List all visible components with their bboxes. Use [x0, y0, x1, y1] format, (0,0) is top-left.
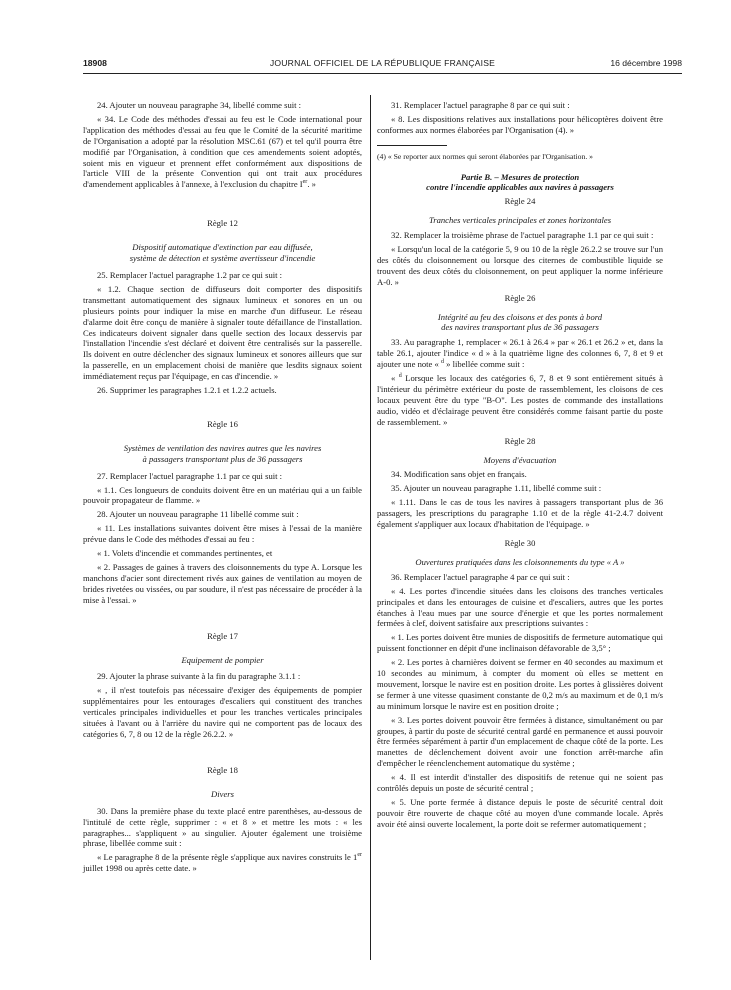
- paragraph-31: 31. Remplacer l'actuel paragraphe 8 par ce qui suit :: [391, 100, 570, 110]
- paragraph-11-item-1: « 1. Volets d'incendie et commandes pertinentes, et: [97, 548, 273, 559]
- rule-17-heading: Règle 17: [207, 630, 238, 641]
- paragraph-11-item-2: « 2. Passages de gaines à travers des cloisonnements du type A. Lorsque les manchons d'acier sont directement rivés aux gaines de ventilation au moyen de brides rivetées ou vissées, ou par soudure, il n'est pas nécessaire de procéder à la mise à l'essai. »: [83, 562, 362, 605]
- superscript: er: [302, 179, 308, 186]
- paragraph-11-text: « 11. Les installations suivantes doivent être mises à l'essai de la manière prévue dans le Code des méthodes d'essai au feu :: [83, 523, 362, 545]
- note-d-open: «: [391, 373, 399, 384]
- superscript: d: [398, 373, 402, 380]
- rule-16-heading: Règle 16: [207, 418, 238, 429]
- paragraph-32: 32. Remplacer la troisième phrase de l'actuel paragraphe 1.1 par ce qui suit :: [391, 230, 654, 241]
- rule-12-heading: Règle 12: [207, 218, 238, 229]
- superscript: d: [440, 359, 444, 366]
- rule-12-title-line2: système de détection et système avertisseur d'incendie: [129, 253, 316, 264]
- paragraph-1-11-text: « 1.11. Dans le cas de tous les navires à passagers transportant plus de 36 passagers, les prescriptions du paragraphe 1.10 et de la règle 41-2.4.7 doivent également s'appliquer aux locaux d'habitation de l'équipage. »: [377, 497, 663, 530]
- paragraph-4-text: « 4. Les portes d'incendie situées dans les cloisons des tranches verticales principales et dans les entourages de cuisine et d'escaliers, autres que les portes étanches à l'eau mues par une source d'énergie et que les portes normalement fermées à clef, doivent satisfaire aux prescriptions suivantes :: [377, 585, 663, 629]
- paragraph-25: 25. Remplacer l'actuel paragraphe 1.2 par ce qui suit :: [97, 269, 283, 280]
- rule-28-heading: Règle 28: [504, 435, 536, 446]
- paragraph-1-2-text: « 1.2. Chaque section de diffuseurs doit comporter des dispositifs transmettant automatiquement des signaux lumineux et sonores en un ou plusieurs points pour indiquer la mise en marche d'un diffuseur. Le réseau d'alarme doit être conçu de manière à signaler toute défaillance de l'installation. Ces indicateurs doivent signaler dans quelle section des locaux desservis par l'installation l'incendie s'est déclaré et doivent être centralisés sur la passerelle. Ils doivent en outre déclencher des signaux lumineux et sonores ailleurs que sur la passerelle, en un emplacement choisi de manière que lesdits signaux soient immédiatement reçus par l'équipage, en cas d'incendie. »: [83, 283, 362, 382]
- paragraph-4-item-1: « 1. Les portes doivent être munies de dispositifs de fermeture automatique qui puissent fonctionner en dépit d'une inclinaison défavorable de 3,5° ;: [377, 632, 663, 654]
- journal-title: JOURNAL OFFICIEL DE LA RÉPUBLIQUE FRANÇAISE: [269, 58, 496, 68]
- paragraph-30: 30. Dans la première phase du texte placé entre parenthèses, au-dessous de l'intitulé de cette règle, supprimer : « et 8 » et mettre les mots : « les paragraphes... s'appliquent » au singulier. Ajouter également une troisième phrase, libellée comme suit :: [83, 805, 362, 849]
- rule-26-title-line1: Intégrité au feu des cloisons et des ponts à bord: [437, 311, 603, 322]
- left-column: [83, 100, 362, 877]
- footnote-4: (4) « Se reporter aux normes qui seront élaborées par l'Organisation. »: [377, 151, 594, 161]
- paragraph-35: 35. Ajouter un nouveau paragraphe 1.11, libellé comme suit :: [391, 483, 602, 494]
- footnote-rule: [377, 145, 447, 146]
- paragraph-4-item-4: « 4. Il est interdit d'installer des dispositifs de retenue qui ne soient pas contrôlés depuis un poste de sécurité central ;: [377, 772, 663, 794]
- paragraph-8-helicopter-text: « 8. Les dispositions relatives aux installations pour hélicoptères doivent être conformes aux normes élaborées par l'Organisation (4). »: [377, 113, 663, 135]
- paragraph-4-item-5: « 5. Une porte fermée à distance depuis le poste de sécurité central doit pouvoir être rouverte de chaque côté au moyen d'une commande locale. Après avoir été ainsi ouverte localement, la porte doit se refermer automatiquement ;: [377, 797, 663, 829]
- paragraph-8-body: « Le paragraphe 8 de la présente règle s'applique aux navires construits le 1: [97, 852, 358, 863]
- paragraph-26: 26. Supprimer les paragraphes 1.2.1 et 1.2.2 actuels.: [97, 385, 277, 396]
- paragraph-3-1-1-text: « , il n'est toutefois pas nécessaire d'exiger des équipements de pompier supplémentaires pour les entourages d'escaliers qui constituent des tranches verticales principales individuelles et pour les tranches verticales principales situées à l'avant ou à l'arrière du navire qui ne comportent pas de locaux des catégories 6, 7, 8 ou 12 de la règle 26.2.2. »: [83, 685, 362, 739]
- paragraph-33-end: » libellée comme suit :: [443, 359, 525, 370]
- paragraph-34: 34. Modification sans objet en français.: [391, 469, 527, 480]
- paragraph-4-item-3: « 3. Les portes doivent pouvoir être fermées à distance, simultanément ou par groupes, à partir du poste de sécurité central gardé en permanence et aussi pouvoir être fermées séparément à partir d'un emplacement de chaque côté de la porte. Les manettes de déclenchement doivent avoir une fonction arrêt-marche afin d'empêcher le réenclenchement automatique du système ;: [377, 714, 663, 769]
- paragraph-34-end: . »: [307, 179, 316, 190]
- issue-date: 16 décembre 1998: [610, 58, 682, 68]
- part-b-title-line1: Partie B. – Mesures de protection: [460, 171, 580, 182]
- paragraph-1-1-text: « 1.1. Ces longueurs de conduits doivent être en un matériau qui a un faible pouvoir propagateur de flamme. »: [83, 484, 362, 506]
- rule-30-title: Ouvertures pratiquées dans les cloisonnements du type « A »: [415, 556, 625, 567]
- paragraph-33: [377, 337, 663, 370]
- paragraph-33-body: 33. Au paragraphe 1, remplacer « 26.1 à 26.4 » par « 26.1 et 26.2 » et, dans la table 26.1, ajouter l'indice « d » à la quatrième ligne des colonnes 6, 7, 8 et 9 et ajouter une note «: [377, 337, 663, 370]
- superscript: er: [357, 852, 362, 859]
- rule-18-title: Divers: [211, 788, 234, 799]
- header-rule: [83, 73, 682, 74]
- paragraph-4-item-2: « 2. Les portes à charnières doivent se fermer en 40 secondes au maximum et 10 secondes au minimum, à compter du moment où elles se mettent en mouvement, lorsque le navire est en position droite. Les portes à glissières doivent se fermer à une vitesse quasiment constante de 0,2 m/s au maximum et de 0,1 m/s au minimum lorsque le navire est en position droite ;: [377, 657, 663, 711]
- rule-16-title-line2: à passagers transportant plus de 36 passagers: [142, 453, 303, 464]
- column-divider: [370, 95, 371, 960]
- paragraph-24: 24. Ajouter un nouveau paragraphe 34, libellé comme suit :: [97, 100, 302, 110]
- paragraph-32-text: « Lorsqu'un local de la catégorie 5, 9 ou 10 de la règle 26.2.2 se trouve sur l'un des côtés du cloisonnement ou lorsque des citernes de combustible liquide se trouvent des deux côtés du cloisonnement, on peut appliquer la norme inférieure A-0. »: [377, 244, 663, 287]
- page-number: 18908: [83, 58, 107, 68]
- rule-26-heading: Règle 26: [504, 292, 536, 303]
- paragraph-34-text: [83, 114, 362, 190]
- paragraph-36: 36. Remplacer l'actuel paragraphe 4 par ce qui suit :: [391, 571, 570, 582]
- rule-17-title: Equipement de pompier: [181, 654, 264, 665]
- paragraph-27: 27. Remplacer l'actuel paragraphe 1.1 par ce qui suit :: [97, 470, 283, 481]
- rule-24-title: Tranches verticales principales et zones horizontales: [428, 215, 612, 226]
- paragraph-34-body: « 34. Le Code des méthodes d'essai au feu est le Code international pour l'application des méthodes d'essai au feu que le Comité de la sécurité maritime de l'Organisation a adopté par la résolution MSC.61 (67) et tel qu'il pourra être modifié par l'Organisation, à condition que ces amendements soient adoptés, soient mis en vigueur et prennent effet conformément aux dispositions de l'article VIII de la présente Convention qui ont trait aux procédures d'amendement applicables à l'annexe, à l'exclusion du chapitre I: [83, 113, 362, 190]
- rule-26-title-line2: des navires transportant plus de 36 passagers: [441, 322, 599, 333]
- rule-24-heading: Règle 24: [504, 196, 536, 207]
- rule-30-heading: Règle 30: [504, 537, 536, 548]
- part-b-title-line2: contre l'incendie applicables aux navires à passagers: [426, 182, 614, 193]
- rule-12-title-line1: Dispositif automatique d'extinction par eau diffusée,: [132, 242, 313, 253]
- paragraph-29: 29. Ajouter la phrase suivante à la fin du paragraphe 3.1.1 :: [97, 671, 301, 682]
- paragraph-8-end: juillet 1998 ou après cette date. »: [83, 863, 197, 874]
- paragraph-28: 28. Ajouter un nouveau paragraphe 11 libellé comme suit :: [97, 509, 299, 520]
- rule-18-heading: Règle 18: [207, 764, 238, 775]
- rule-28-title: Moyens d'évacuation: [483, 454, 557, 465]
- page-header: [83, 58, 682, 72]
- paragraph-8-text: [83, 852, 362, 874]
- note-d-body: Lorsque les locaux des catégories 6, 7, 8 et 9 sont entièrement situés à l'intérieur du périmètre extérieur du poste de rassemblement, les cloisons de ces locaux peuvent être du type "B-O". Les postes de commande des installations audio, vidéo et d'éclairage peuvent être considérés comme faisant partie du poste de rassemblement. »: [377, 373, 663, 427]
- note-d-text: [377, 373, 663, 428]
- rule-16-title-line1: Systèmes de ventilation des navires autres que les navires: [123, 442, 322, 453]
- right-column: [377, 100, 663, 833]
